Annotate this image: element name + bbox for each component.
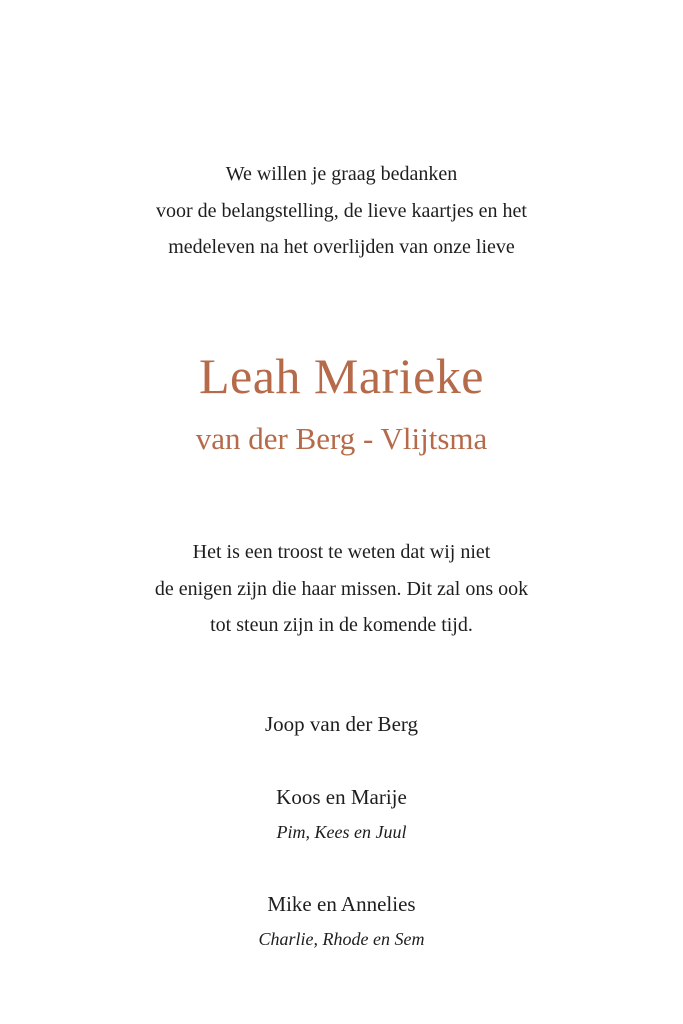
deceased-first-names: Leah Marieke <box>198 348 484 404</box>
deceased-surname: van der Berg - Vlijtsma <box>195 421 488 456</box>
signer-name-3: Mike en Annelies <box>267 892 416 916</box>
signer-name-2: Koos en Marije <box>276 785 407 809</box>
signer-children-3: Charlie, Rhode en Sem <box>258 929 425 949</box>
intro-line-1: We willen je graag bedanken <box>225 163 458 185</box>
intro-text <box>0 156 683 266</box>
signer-children-2: Pim, Kees en Juul <box>276 822 407 842</box>
intro-line-2: voor de belangstelling, de lieve kaartjes en het <box>156 199 527 222</box>
comfort-line-1: Het is een troost te weten dat wij niet <box>192 541 491 563</box>
comfort-line-3: tot steun zijn in de komende tijd. <box>210 614 473 636</box>
intro-line-3: medeleven na het overlijden van onze lieve <box>168 236 515 258</box>
signer-name-1: Joop van der Berg <box>265 712 418 736</box>
comfort-text <box>0 534 683 644</box>
comfort-line-2: de enigen zijn die haar missen. Dit zal ons ook <box>154 577 529 600</box>
